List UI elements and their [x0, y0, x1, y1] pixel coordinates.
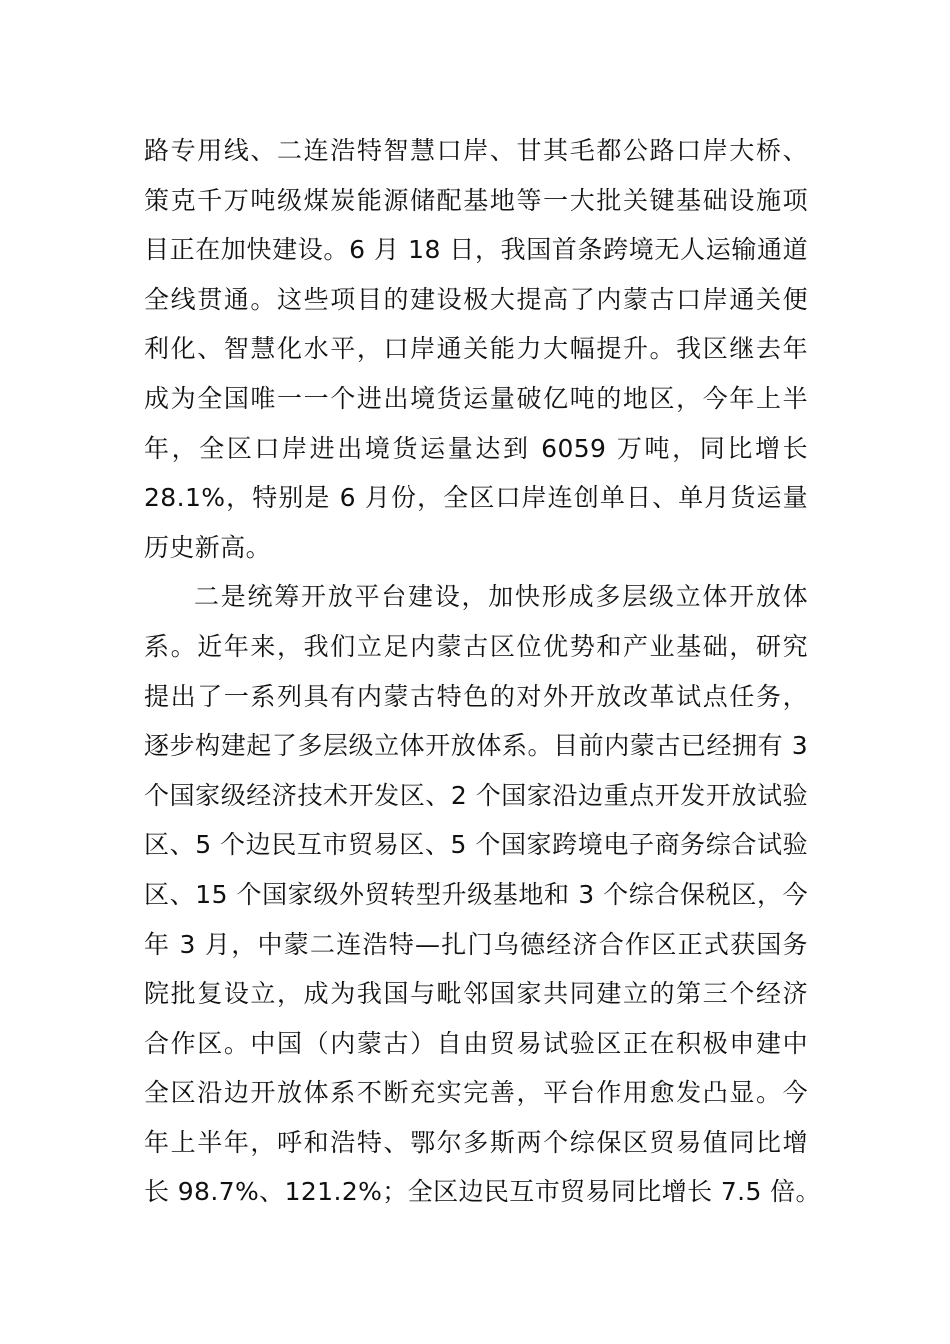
- text-line: 合作区。中国（内蒙古）自由贸易试验区正在积极申建中: [144, 1028, 808, 1058]
- paragraph-first-line: 二是统筹开放平台建设，加快形成多层级立体开放体: [194, 582, 808, 612]
- text-line: 全线贯通。这些项目的建设极大提高了内蒙古口岸通关便: [144, 284, 808, 314]
- text-line: 全区沿边开放体系不断充实完善，平台作用愈发凸显。今: [144, 1078, 808, 1108]
- text-line: 历史新高。: [144, 532, 272, 562]
- text-line: 院批复设立，成为我国与毗邻国家共同建立的第三个经济: [144, 979, 808, 1009]
- text-line: 系。近年来，我们立足内蒙古区位优势和产业基础，研究: [144, 631, 808, 661]
- text-line: 区、15 个国家级外贸转型升级基地和 3 个综合保税区，今: [144, 879, 808, 909]
- text-line: 年上半年，呼和浩特、鄂尔多斯两个综保区贸易值同比增: [144, 1127, 808, 1157]
- text-line: 个国家级经济技术开发区、2 个国家沿边重点开发开放试验: [144, 780, 808, 810]
- text-line: 路专用线、二连浩特智慧口岸、甘其毛都公路口岸大桥、: [144, 136, 808, 165]
- text-line: 利化、智慧化水平，口岸通关能力大幅提升。我区继去年: [144, 334, 808, 364]
- text-line: 策克千万吨级煤炭能源储配基地等一大批关键基础设施项: [144, 185, 808, 215]
- text-line: 区、5 个边民互市贸易区、5 个国家跨境电子商务综合试验: [144, 830, 808, 860]
- text-line: 提出了一系列具有内蒙古特色的对外开放改革试点任务，: [144, 681, 808, 711]
- text-line: 28.1%，特别是 6 月份，全区口岸连创单日、单月货运量: [144, 483, 808, 513]
- text-line: 年 3 月，中蒙二连浩特—扎门乌德经济合作区正式获国务: [144, 929, 808, 959]
- document-body: [144, 126, 821, 1217]
- text-line: 成为全国唯一一个进出境货运量破亿吨的地区，今年上半: [144, 383, 808, 413]
- text-line: 年，全区口岸进出境货运量达到 6059 万吨，同比增长: [144, 433, 808, 463]
- text-line: 长 98.7%、121.2%；全区边民互市贸易同比增长 7.5 倍。: [144, 1177, 821, 1207]
- text-line: 逐步构建起了多层级立体开放体系。目前内蒙古已经拥有 3: [144, 731, 808, 761]
- text-line: 目正在加快建设。6 月 18 日，我国首条跨境无人运输通道: [144, 235, 808, 265]
